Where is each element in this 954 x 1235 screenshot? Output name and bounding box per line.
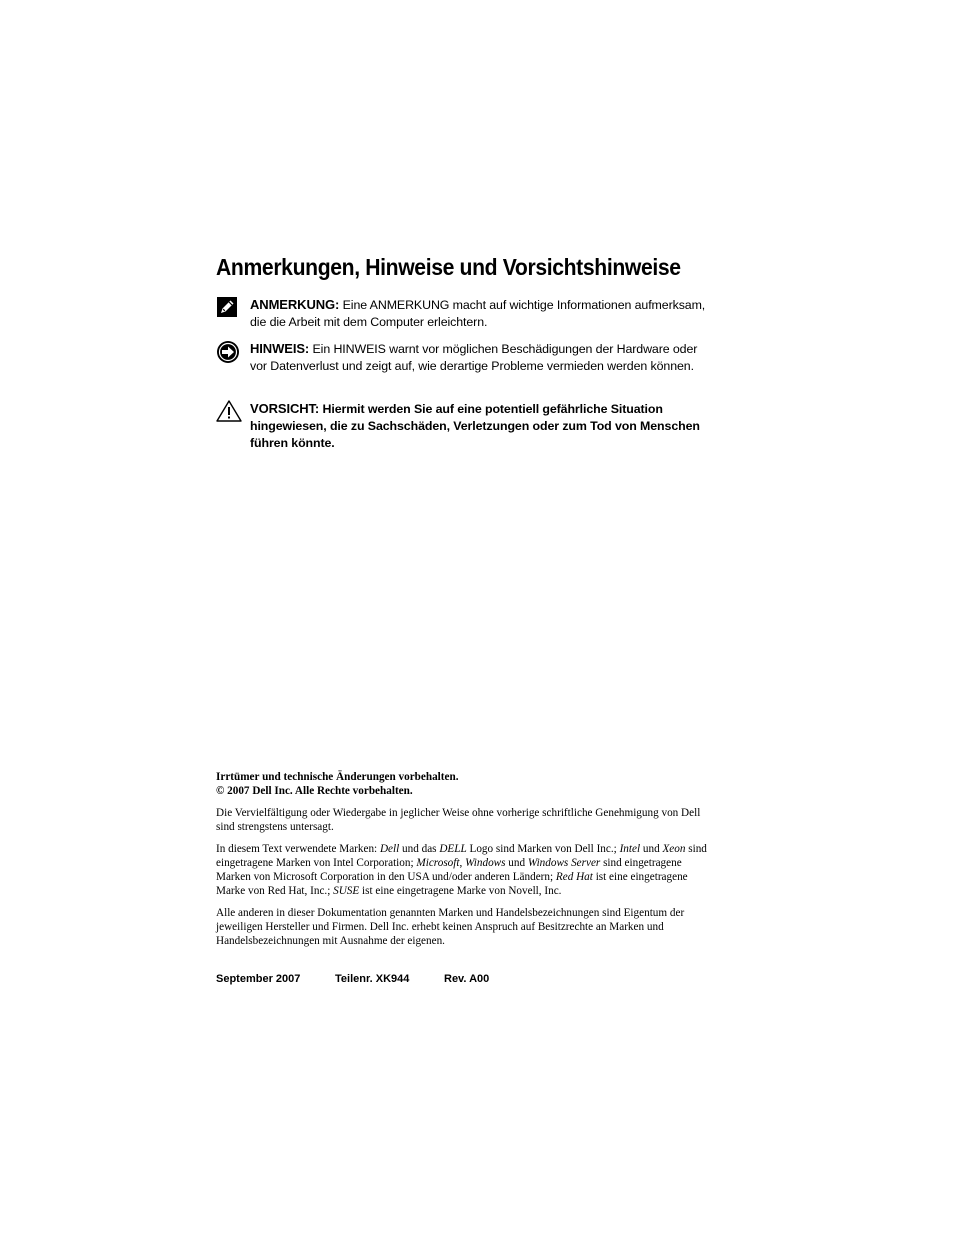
tm-text-4: und bbox=[640, 843, 663, 855]
tm-suse: SUSE bbox=[333, 885, 360, 897]
tm-dell: Dell bbox=[379, 843, 400, 855]
caution-label: VORSICHT: bbox=[250, 401, 320, 416]
arrow-circle-icon bbox=[216, 340, 242, 366]
tm-xeon: Xeon bbox=[662, 843, 686, 855]
trademarks-paragraph bbox=[216, 842, 716, 898]
hinweis-text-block bbox=[250, 340, 710, 375]
note-label: ANMERKUNG: bbox=[250, 297, 340, 312]
note-text-block bbox=[250, 296, 710, 331]
tm-text-2: und das bbox=[399, 843, 440, 855]
tm-windows-server: Windows Server bbox=[527, 857, 601, 869]
note-text: Eine ANMERKUNG macht auf wichtige Informationen aufmerksam, die die Arbeit mit dem Computer erleichtern. bbox=[250, 298, 706, 329]
reproduction-paragraph bbox=[216, 806, 716, 834]
tm-text-3: Logo sind Marken von Dell Inc.; bbox=[466, 843, 620, 855]
other-marks-text: Alle anderen in dieser Dokumentation genannten Marken und Handelsbezeichnungen sind Eigentum der jeweiligen Hersteller und Firmen. Dell Inc. erhebt keinen Anspruch auf Besitzrechte an Marken und Handelsbezeichnungen mit Ausnahme der eigenen. bbox=[216, 907, 685, 947]
caution-text-block bbox=[250, 400, 710, 452]
warning-triangle-icon bbox=[216, 400, 242, 426]
tm-microsoft: Microsoft bbox=[416, 857, 460, 869]
caution-notice bbox=[216, 400, 716, 456]
footer-date: September 2007 bbox=[216, 973, 301, 985]
tm-text-7: und bbox=[505, 857, 528, 869]
reproduction-text: Die Vervielfältigung oder Wiedergabe in jeglicher Weise ohne vorherige schriftliche Genehmigung von Dell sind strengstens untersagt. bbox=[216, 807, 701, 833]
other-marks-paragraph bbox=[216, 906, 716, 948]
tm-text-8: sind eingetragene Marken von Microsoft Corporation in den USA und/oder anderen Ländern; bbox=[216, 857, 682, 883]
tm-text-9: ist eine eingetragene Marke von Red Hat, Inc.; bbox=[216, 871, 688, 897]
tm-red-hat: Red Hat bbox=[555, 871, 593, 883]
tm-dell-logo: DELL bbox=[439, 843, 467, 855]
errata-line: Irrtümer und technische Änderungen vorbehalten. bbox=[216, 771, 459, 783]
hinweis-notice bbox=[216, 340, 716, 396]
hinweis-label: HINWEIS: bbox=[250, 341, 310, 356]
footer-part-number: Teilenr. XK944 bbox=[335, 973, 410, 985]
copyright-line: © 2007 Dell Inc. Alle Rechte vorbehalten. bbox=[216, 785, 413, 797]
tm-intel: Intel bbox=[619, 843, 641, 855]
footer-revision: Rev. A00 bbox=[444, 973, 490, 985]
page-title: Anmerkungen, Hinweise und Vorsichtshinweise bbox=[216, 254, 681, 280]
tm-windows: Windows bbox=[465, 857, 506, 869]
tm-text-1: In diesem Text verwendete Marken: bbox=[216, 843, 380, 855]
tm-text-10: ist eine eingetragene Marke von Novell, Inc. bbox=[359, 885, 562, 897]
caution-text: Hiermit werden Sie auf eine potentiell gefährliche Situation hingewiesen, die zu Sachschäden, Verletzungen oder zum Tod von Menschen führen könnte. bbox=[250, 402, 700, 450]
tm-text-6: , bbox=[459, 857, 466, 869]
tm-text-5: sind eingetragene Marken von Intel Corporation; bbox=[216, 843, 707, 869]
legal-header bbox=[216, 770, 716, 798]
note-notice bbox=[216, 296, 716, 336]
trademarks-text bbox=[216, 842, 716, 898]
pencil-note-icon bbox=[216, 296, 242, 322]
hinweis-text: Ein HINWEIS warnt vor möglichen Beschädigungen der Hardware oder vor Datenverlust und zeigt auf, wie derartige Probleme vermieden werden können. bbox=[250, 342, 698, 373]
